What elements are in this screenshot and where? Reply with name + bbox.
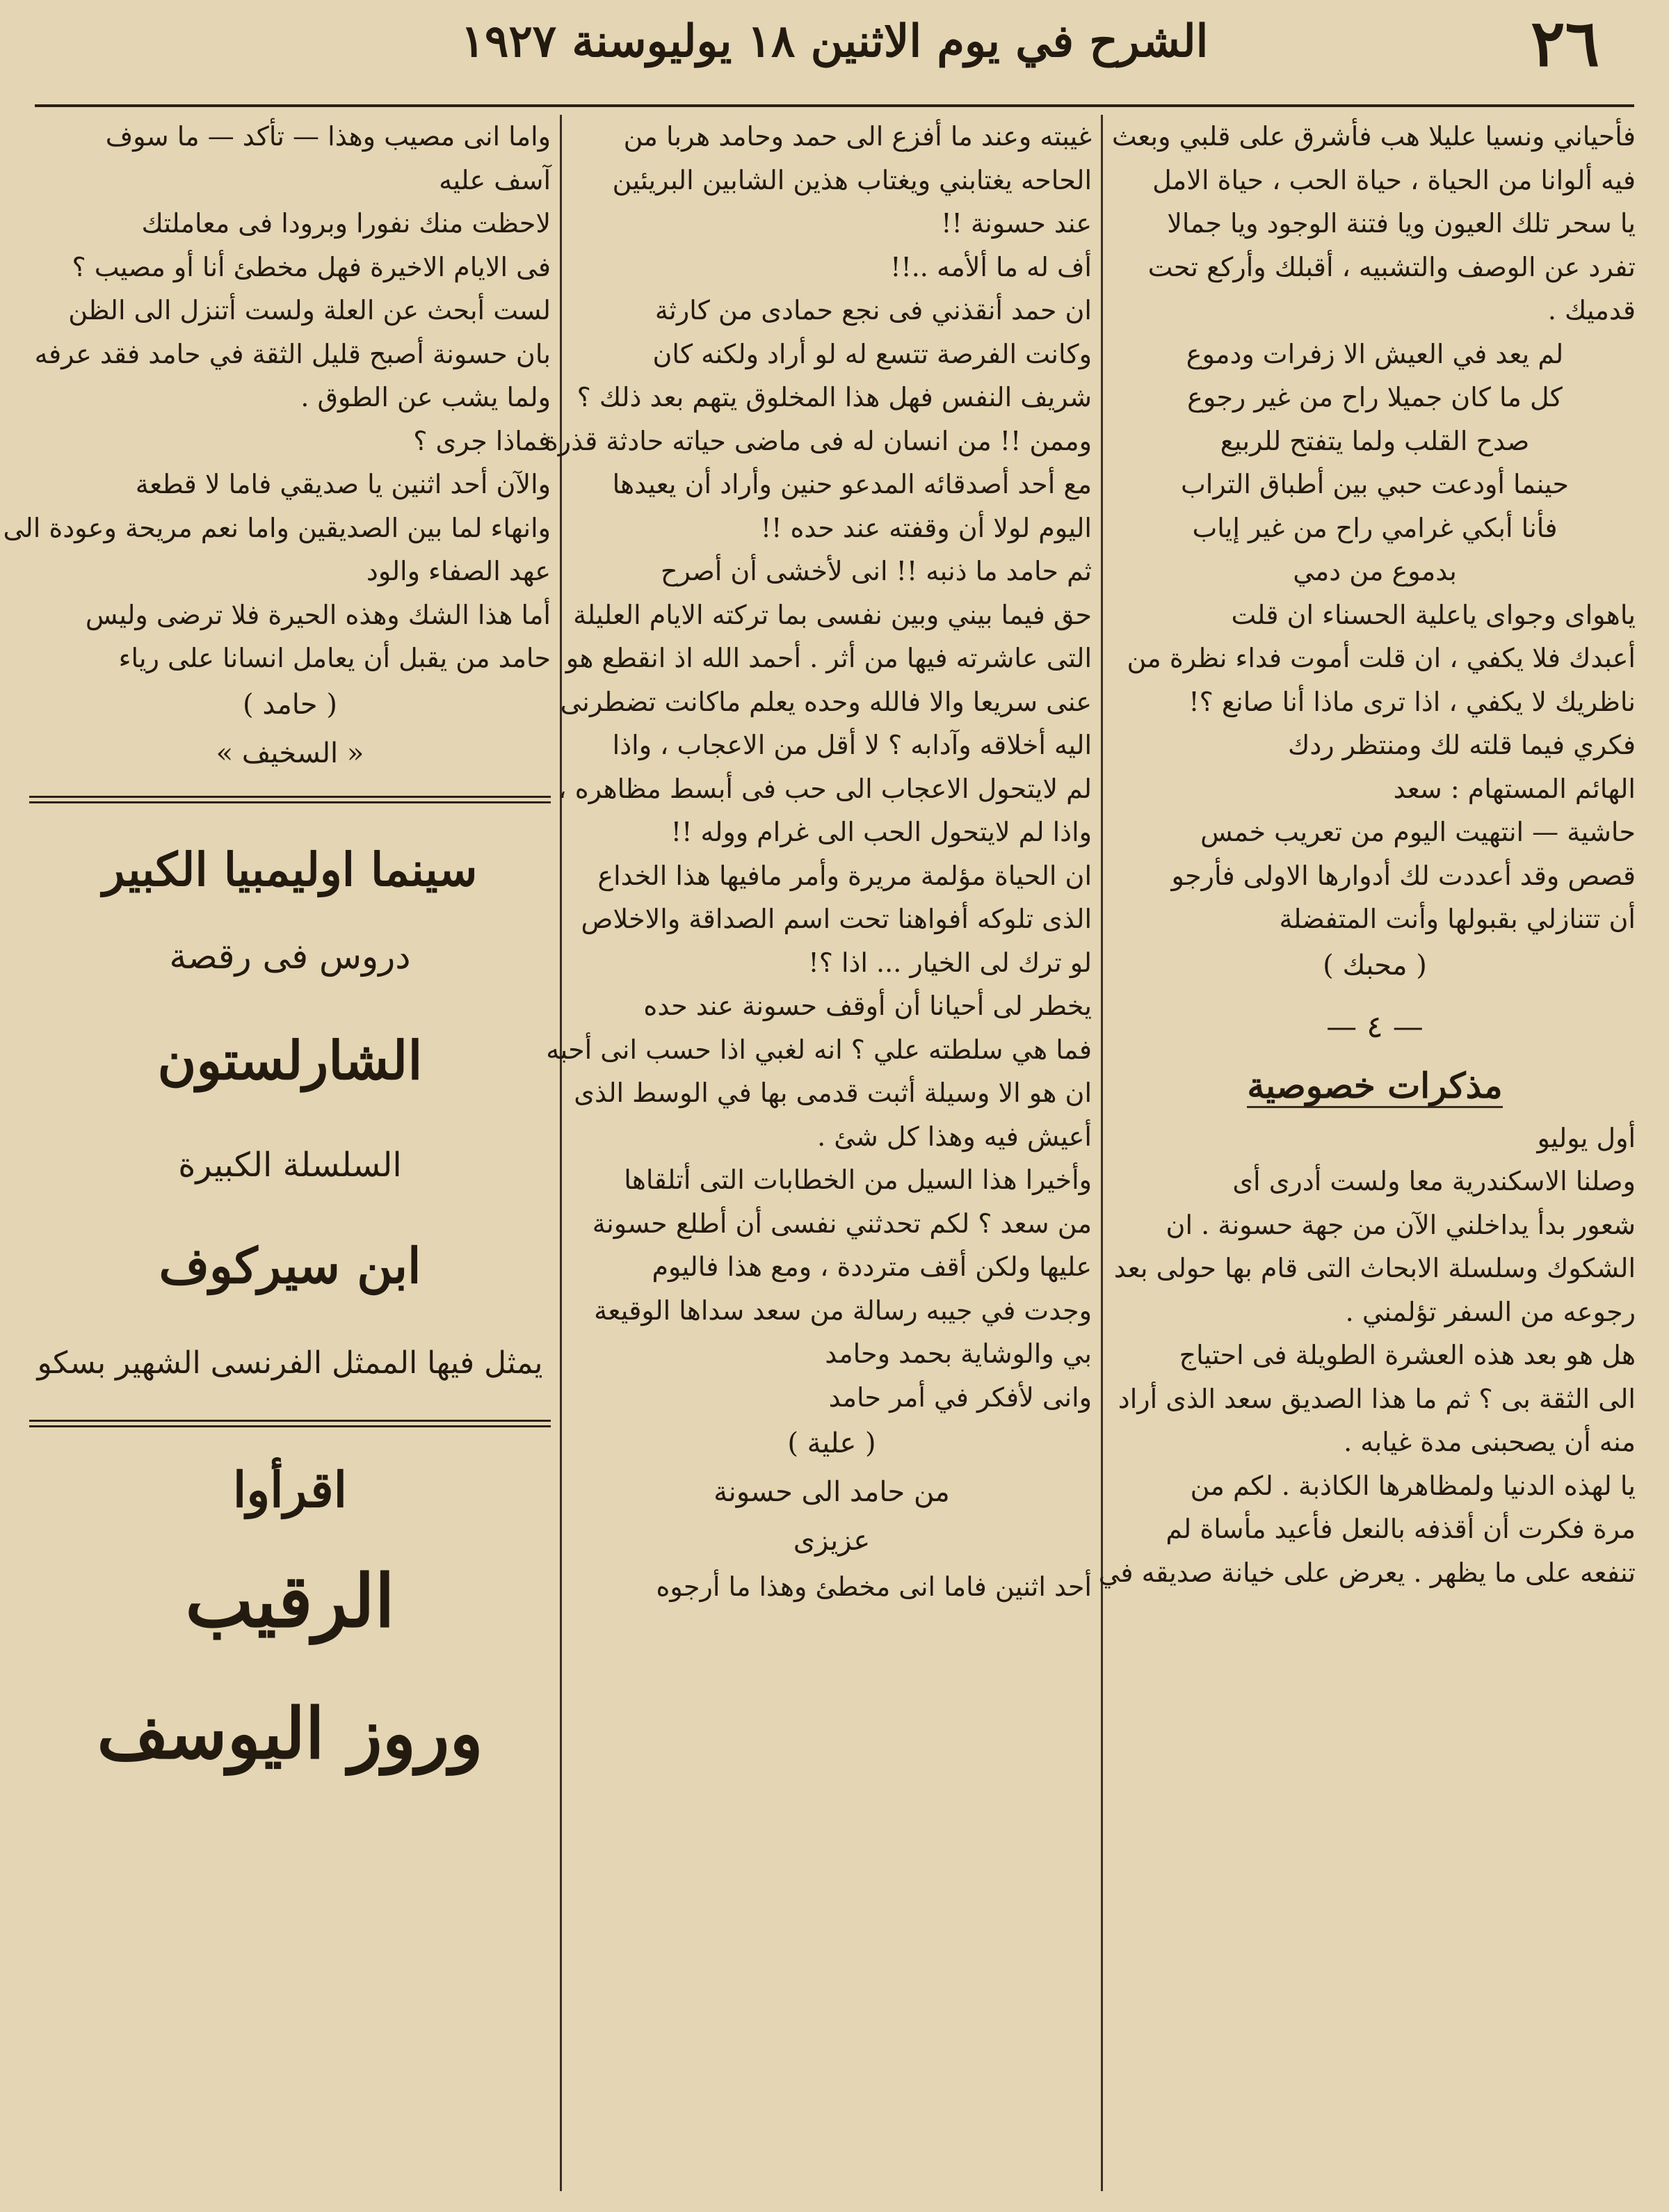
text-line: لست أبحث عن العلة ولست أتنزل الى الظن (68, 295, 551, 326)
signature: ( حامد ) (243, 688, 337, 721)
text-line: وانى لأفكر في أمر حامد (828, 1381, 1092, 1413)
ad-lessons: دروس فى رقصة (169, 936, 411, 977)
paragraph (1098, 1464, 1636, 1595)
text-line: وممن !! من انسان له فى ماضى حياته حادثة قذرة (544, 425, 1092, 456)
text-line: صدح القلب ولما يتفتح للربيع (1220, 425, 1530, 456)
column-rule-right (1101, 115, 1103, 2191)
salutation: عزيزى (793, 1525, 871, 1557)
letter-heading: من حامد الى حسونة (713, 1476, 950, 1508)
text-line: وكانت الفرصة تتسع له لو أراد ولكنه كان (652, 338, 1092, 369)
text-line: تنفعه على ما يظهر . يعرض على خيانة صديقه في (1098, 1557, 1636, 1588)
ad-film-title: ابن سيركوف (159, 1236, 421, 1295)
text-line: أن تتنازلي بقبولها وأنت المتفضلة (1279, 904, 1636, 934)
text-line: من سعد ؟ لكم تحدثني نفسى أن أطلع حسونة (592, 1208, 1092, 1239)
text-line: الهائم المستهام : سعد (1393, 773, 1636, 804)
paragraph (572, 115, 1092, 289)
cinema-advertisement (29, 824, 551, 1402)
page-header (35, 0, 1634, 107)
section-number: — ٤ — (1326, 1009, 1424, 1045)
paragraph (558, 550, 1092, 854)
paragraph (29, 419, 551, 463)
text-line: حينما أودعت حبي بين أطباق التراب (1180, 469, 1569, 499)
text-line: بدموع من دمي (1293, 556, 1457, 586)
text-line: أف له ما ألأمه ..!! (890, 251, 1092, 282)
text-line: فيه ألوانا من الحياة ، حياة الحب ، حياة الامل (1152, 164, 1636, 195)
text-line: الذى تلوكه أفواهنا تحت اسم الصداقة والاخلاص (581, 904, 1092, 934)
text-line: مرة فكرت أن أقذفه بالنعل فأعيد مأساة لم (1166, 1514, 1636, 1544)
paragraph (29, 289, 551, 419)
section-title-text: مذكرات خصوصية (1247, 1065, 1502, 1108)
text-line: الحاحه يغتابني ويغتاب هذين الشابين البريئين (612, 164, 1092, 195)
text-line: مع أحد أصدقائه المدعو حنين وأراد أن يعيدها (612, 469, 1092, 499)
text-line: لاحظت منك نفورا وبرودا فى معاملتك (141, 208, 551, 239)
ad-dance-name: الشارلستون (157, 1029, 423, 1091)
ad-read: اقرأوا (232, 1460, 348, 1518)
page-number: ٢٦ (1531, 6, 1599, 81)
text-line: شريف النفس فهل هذا المخلوق يتهم بعد ذلك ؟ (577, 382, 1092, 412)
text-line: لم لايتحول الاعجاب الى حب فى أبسط مظاهره ، (558, 773, 1092, 804)
text-line: كل ما كان جميلا راح من غير رجوع (1187, 382, 1563, 412)
paragraph (29, 593, 551, 680)
text-line: قصص وقد أعددت لك أدوارها الاولى فأرجو (1171, 860, 1636, 891)
text-line: فكري فيما قلته لك ومنتظر ردك (1288, 730, 1636, 760)
right-column (1098, 115, 1636, 2191)
text-line: أحد اثنين فاما انى مخطئ وهذا ما أرجوه (656, 1571, 1092, 1602)
double-rule (29, 1420, 551, 1427)
section-title (1114, 1055, 1636, 1116)
text-line: الشكوك وسلسلة الابحاث التى قام بها حولى بعد (1113, 1253, 1636, 1283)
text-line: قدميك . (1547, 295, 1636, 326)
running-title: الشرح في يوم الاثنين ١٨ يوليوسنة ١٩٢٧ (460, 15, 1209, 67)
text-line: ناظريك لا يكفي ، اذا ترى ماذا أنا صانع ؟! (1188, 686, 1636, 717)
signature: ( علية ) (787, 1427, 876, 1459)
ad-cinema-name: سينما اوليمبيا الكبير (102, 842, 478, 897)
text-line: هل هو بعد هذه العشرة الطويلة فى احتياج (1179, 1340, 1636, 1370)
ad-series: السلسلة الكبيرة (178, 1145, 402, 1185)
text-line: بي والوشاية بحمد وحامد (825, 1338, 1092, 1369)
text-line: شعور بدأ يداخلني الآن من جهة حسونة . ان (1166, 1209, 1636, 1240)
text-line: منه أن يصحبنى مدة غيابه . (1344, 1427, 1636, 1457)
magazine-advertisement (29, 1448, 551, 1796)
text-line: فما هي سلطته علي ؟ انه لغبي اذا حسب انى أحبه (546, 1034, 1092, 1065)
text-line: فأحياني ونسيا عليلا هب فأشرق على قلبي وبعث (1111, 121, 1636, 152)
left-column (3, 115, 551, 2191)
text-line: لم يعد في العيش الا زفرات ودموع (1186, 338, 1564, 369)
paragraph (1111, 115, 1636, 332)
text-line: يخطر لى أحيانا أن أوقف حسونة عند حده (643, 991, 1092, 1021)
text-line: ولما يشب عن الطوق . (300, 382, 551, 412)
signature: ( محبك ) (1323, 949, 1427, 981)
text-line: وصلنا الاسكندرية معا ولست أدرى أى (1232, 1166, 1636, 1196)
paragraph (572, 1158, 1092, 1419)
text-line: عند حسونة !! (941, 208, 1092, 239)
paragraph (1114, 1116, 1636, 1334)
text-line: ان هو الا وسيلة أثبت قدمى بها في الوسط الذى (574, 1077, 1092, 1108)
poem (1114, 332, 1636, 593)
text-line: وأخيرا هذا السيل من الخطابات التى أتلقاها (624, 1164, 1092, 1195)
text-line: وجدت في جيبه رسالة من سعد سداها الوقيعة (594, 1295, 1092, 1326)
text-line: لو ترك لى الخيار ... اذا ؟! (808, 947, 1092, 978)
text-line: يا لهذه الدنيا ولمظاهرها الكاذبة . لكم من (1190, 1470, 1636, 1501)
text-line: أعبدك فلا يكفي ، ان قلت أموت فداء نظرة من (1127, 643, 1636, 673)
text-line: اليه أخلاقه وآدابه ؟ لا أقل من الاعجاب ، واذا (612, 730, 1092, 760)
text-line: حاشية — انتهيت اليوم من تعريب خمس (1200, 817, 1636, 847)
paragraph (572, 854, 1092, 985)
text-line: التى عاشرته فيها من أثر . أحمد الله اذ انقطع هو (565, 643, 1092, 673)
paragraph (1114, 1333, 1636, 1464)
paragraph (3, 463, 551, 593)
ad-actor: يمثل فيها الممثل الفرنسى الشهير بسكو (37, 1345, 543, 1381)
postscript (1114, 810, 1636, 941)
text-line: ان الحياة مؤلمة مريرة وأمر مافيها هذا الخداع (597, 860, 1092, 891)
ad-magazine-1: الرقيب (185, 1557, 395, 1644)
text-line: ثم حامد ما ذنبه !! انى لأخشى أن أصرح (660, 556, 1092, 586)
text-line: آسف عليه (439, 164, 551, 195)
text-line: حق فيما بيني وبين نفسى بما تركته الايام العليلة (573, 599, 1092, 630)
text-line: الى الثقة بى ؟ ثم ما هذا الصديق سعد الذى أراد (1118, 1383, 1636, 1414)
paragraph (1114, 593, 1636, 811)
text-line: فماذا جرى ؟ (413, 425, 551, 456)
paragraph (572, 1565, 1092, 1609)
paragraph (546, 984, 1092, 1158)
text-line: وانهاء لما بين الصديقين واما نعم مريحة وعودة الى (3, 512, 551, 543)
text-line: حامد من يقبل أن يعامل انسانا على رياء (118, 643, 551, 673)
text-line: أعيش فيه وهذا كل شئ . (817, 1121, 1092, 1152)
text-line: اليوم لولا أن وقفته عند حده !! (760, 512, 1092, 543)
text-line: رجوعه من السفر تؤلمني . (1345, 1296, 1636, 1327)
text-line: والآن أحد اثنين يا صديقي فاما لا قطعة (135, 469, 551, 499)
text-line: تفرد عن الوصف والتشبيه ، أقبلك وأركع تحت (1147, 251, 1636, 282)
text-line: ان حمد أنقذني فى نجع حمادى من كارثة (654, 295, 1092, 326)
text-line: أول يوليو (1537, 1122, 1636, 1153)
text-line: يا سحر تلك العيون ويا فتنة الوجود ويا جمالا (1167, 208, 1636, 239)
double-rule (29, 796, 551, 803)
ad-magazine-2: وروز اليوسف (97, 1692, 483, 1774)
text-line: فى الايام الاخيرة فهل مخطئ أنا أو مصيب ؟ (72, 251, 551, 282)
text-line: واما انى مصيب وهذا — تأكد — ما سوف (105, 121, 551, 152)
text-line: عليها ولكن أقف مترددة ، ومع هذا فاليوم (652, 1251, 1092, 1282)
paragraph (544, 289, 1092, 550)
text-line: فأنا أبكي غرامي راح من غير إياب (1192, 512, 1558, 543)
text-line: واذا لم لايتحول الحب الى غرام ووله !! (670, 817, 1092, 847)
text-line: ياهواى وجواى ياعلية الحسناء ان قلت (1231, 599, 1636, 630)
paragraph (29, 202, 551, 289)
text-line: عهد الصفاء والود (366, 556, 551, 586)
paragraph (29, 115, 551, 202)
text-line: بان حسونة أصبح قليل الثقة في حامد فقد عرفه (34, 338, 551, 369)
text-line: غيبته وعند ما أفزع الى حمد وحامد هربا من (623, 121, 1092, 152)
text-line: أما هذا الشك وهذه الحيرة فلا ترضى وليس (85, 599, 551, 630)
middle-column (544, 115, 1092, 2191)
text-line: عنى سريعا والا فالله وحده يعلم ماكانت تضطرنى (560, 686, 1092, 717)
byline: « السخيف » (216, 737, 364, 769)
